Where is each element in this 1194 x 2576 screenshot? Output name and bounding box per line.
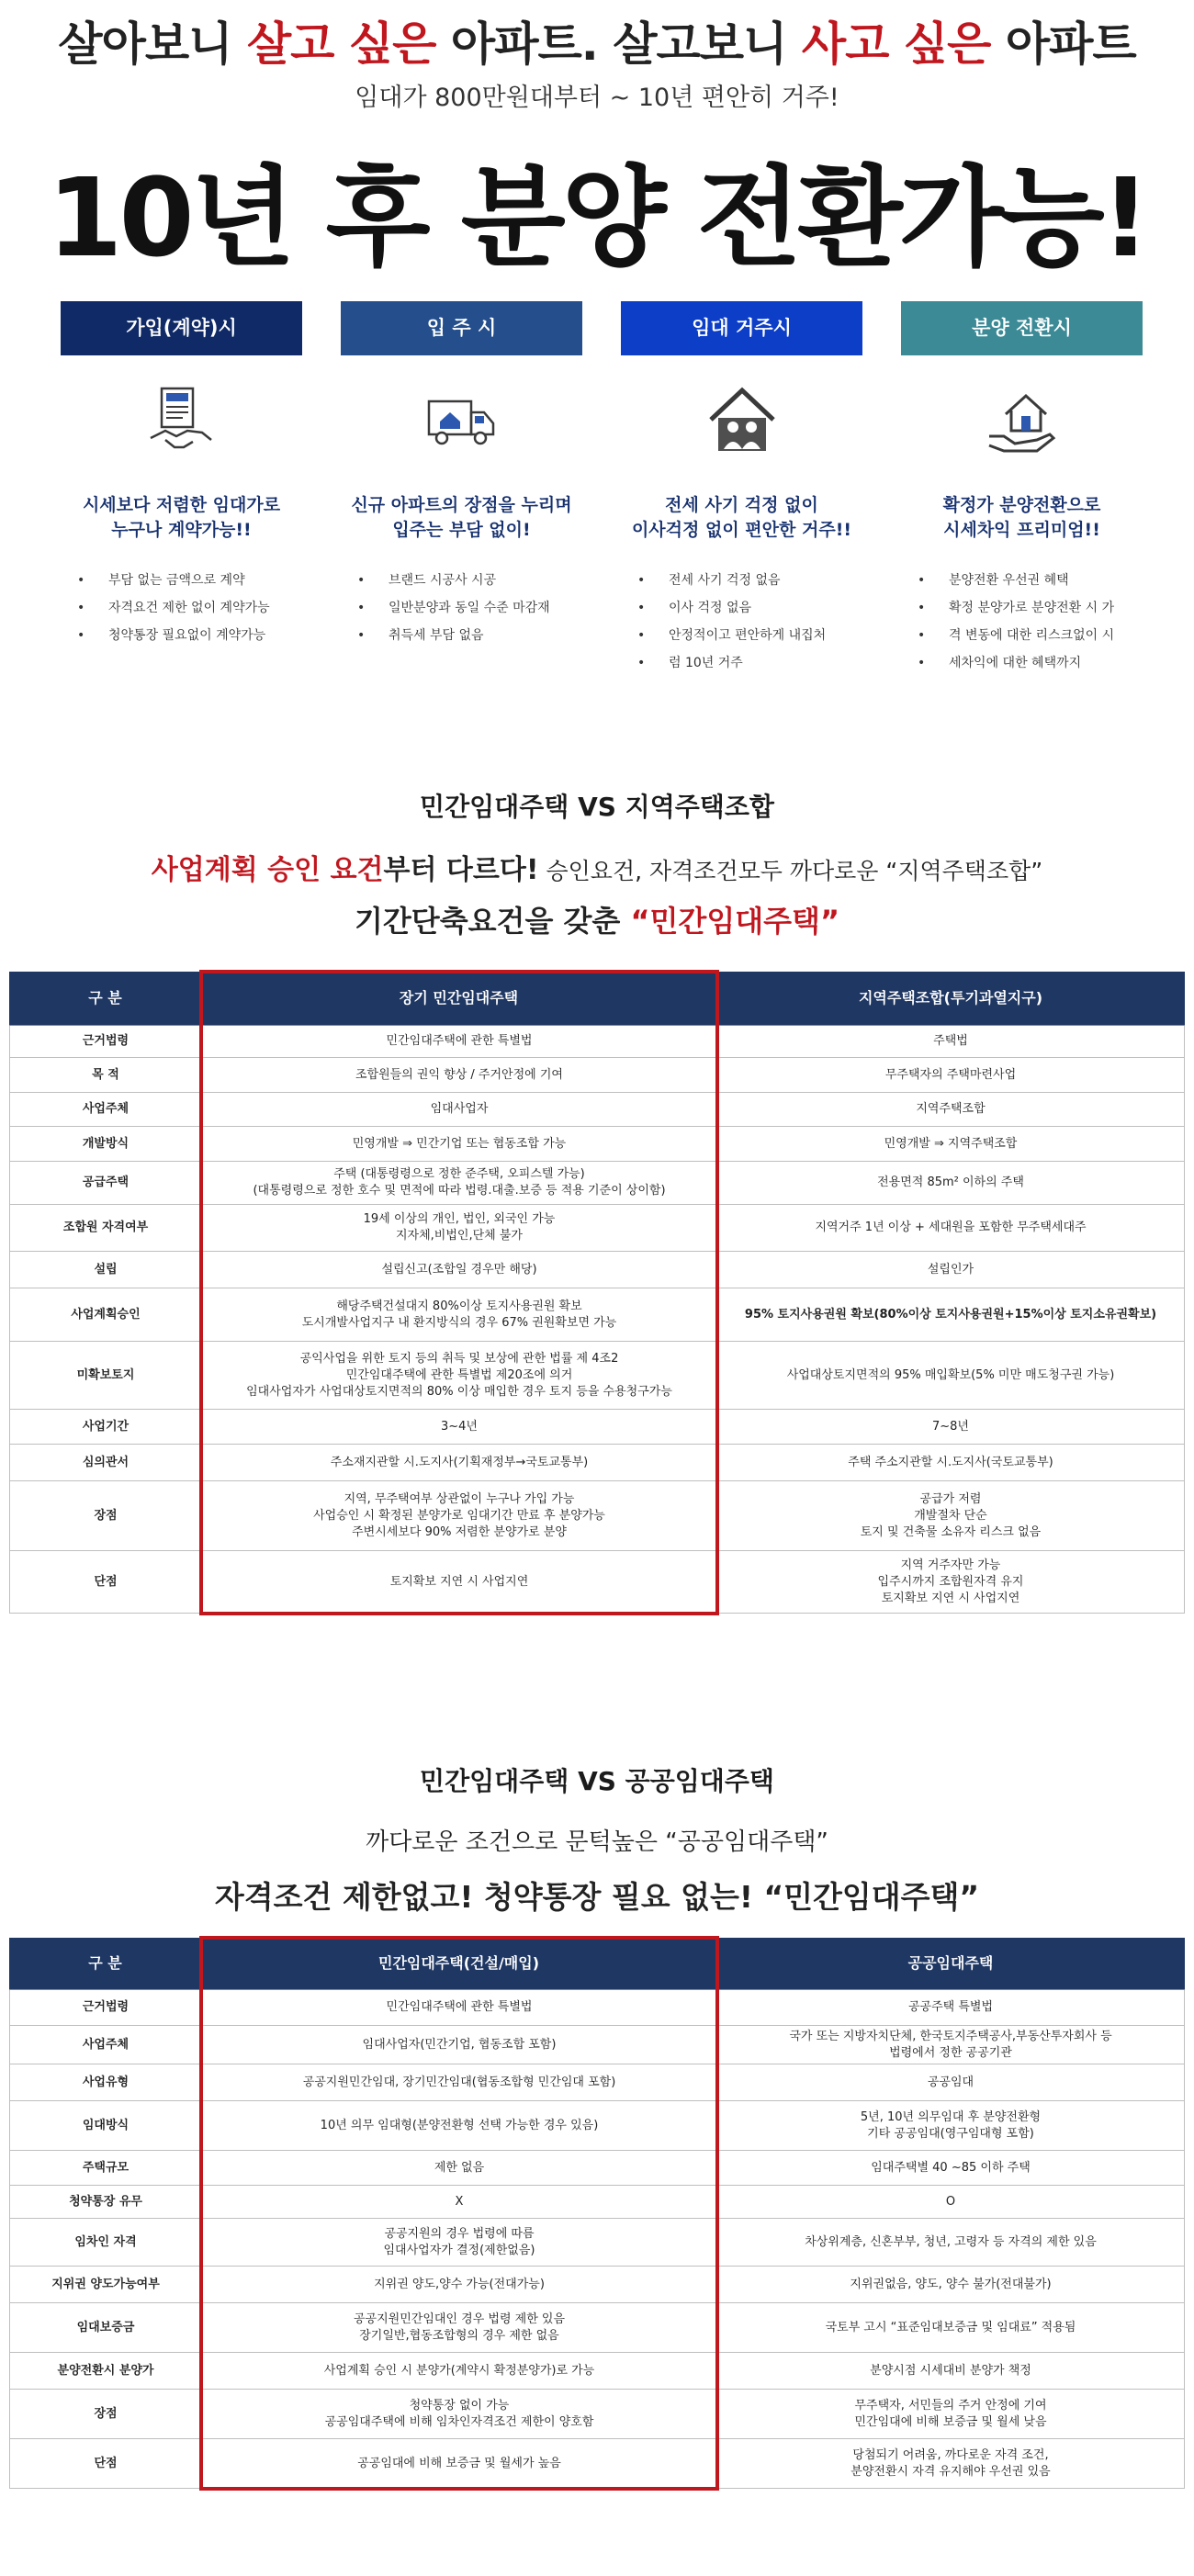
table-cell: 공공지원민간임대인 경우 법령 제한 있음 장기일반,협동조합형의 경우 제한 없음 (201, 2303, 716, 2352)
step-list (637, 567, 862, 677)
section1-title: 민간임대주택 VS 지역주택조합 (420, 792, 774, 822)
list-item: • 이사 걱정 없음 (637, 594, 862, 622)
table-cell: 공공지원민간임대, 장기민간임대(협동조합형 민간임대 포함) (201, 2064, 716, 2100)
hero-headline: 살아보니 살고 싶은 아파트. 살고보니 사고 싶은 아파트 (58, 17, 1136, 71)
hand-house-icon (984, 383, 1061, 460)
list-item: • 부담 없는 금액으로 계약 (77, 567, 302, 594)
header-cell: 구 분 (88, 989, 122, 1007)
table-cell: 국토부 고시 “표준임대보증금 및 임대료” 적용됨 (716, 2303, 1185, 2352)
table-row (9, 2151, 1185, 2186)
table-cell: 지위권없음, 양도, 양수 불가(전대불가) (716, 2267, 1185, 2302)
list-item: • 전세 사기 걱정 없음 (637, 567, 862, 594)
row-label: 임차인 자격 (9, 2219, 201, 2266)
table-cell: 주택 (대통령령으로 정한 준주택, 오피스텔 가능) (대통령령으로 정한 호수 및 면적에 따라 법령.대출.보증 등 적용 기준이 상이함) (201, 1162, 716, 1204)
table-row (9, 1481, 1185, 1551)
table-row (9, 1445, 1185, 1481)
section2-title: 민간임대주택 VS 공공임대주택 (420, 1766, 774, 1796)
table-cell: 10년 의무 임대형(분양전환형 선택 가능한 경우 있음) (201, 2101, 716, 2150)
table-cell: 임대사업자(민간기업, 협동조합 포함) (201, 2026, 716, 2064)
step-title: 신규 아파트의 장점을 누리며 입주는 부담 없이! (351, 495, 572, 540)
row-label: 근거법령 (9, 1990, 201, 2025)
table-cell: 민간임대주택에 관한 특별법 (201, 1990, 716, 2025)
list-item: • 일반분양과 동일 수준 마감재 (357, 594, 582, 622)
section1-line2: 기간단축요건을 갖춘 “민간임대주택” (354, 904, 840, 939)
table-row (9, 1252, 1185, 1288)
header-cell: 공공임대주택 (907, 1954, 994, 1972)
row-label: 사업유형 (9, 2064, 201, 2100)
table-cell: 임대주택별 40 ~85 이하 주택 (716, 2151, 1185, 2185)
table-row (9, 1093, 1185, 1127)
list-item: • 확정 분양가로 분양전환 시 가 (918, 594, 1143, 622)
row-label: 미확보토지 (9, 1342, 201, 1409)
table-row (9, 2186, 1185, 2219)
header-cell: 장기 민간임대주택 (399, 989, 519, 1007)
row-label: 사업주체 (9, 1093, 201, 1126)
table-cell: 전용면적 85m² 이하의 주택 (716, 1162, 1185, 1204)
row-label: 공급주택 (9, 1162, 201, 1204)
step-living (621, 301, 862, 687)
table-row (9, 2026, 1185, 2064)
header-cell: 지역주택조합(투기과열지구) (858, 989, 1043, 1007)
step-head: 임대 거주시 (621, 301, 862, 355)
table-cell: 제한 없음 (201, 2151, 716, 2185)
section2-line2: 자격조건 제한없고! 청약통장 필요 없는! “민간임대주택” (214, 1879, 980, 1915)
row-label: 분양전환시 분양가 (9, 2353, 201, 2389)
table-row (9, 1551, 1185, 1614)
table-cell: 사업대상토지면적의 95% 매입확보(5% 미만 매도청구권 가능) (716, 1342, 1185, 1409)
table-cell: 지역주택조합 (716, 1093, 1185, 1126)
table-cell: 5년, 10년 의무임대 후 분양전환형 기타 공공임대(영구임대형 포함) (716, 2101, 1185, 2150)
table-cell: 3~4년 (201, 1410, 716, 1444)
row-label: 지위권 양도가능여부 (9, 2267, 201, 2302)
step-title: 전세 사기 걱정 없이 이사걱정 없이 편안한 거주!! (631, 495, 852, 540)
table-cell: 7~8년 (716, 1410, 1185, 1444)
step-head: 입 주 시 (341, 301, 582, 355)
table-row (9, 1025, 1185, 1058)
table-header (9, 1938, 1185, 1989)
table-cell: 당첨되기 어려움, 까다로운 자격 조건, 분양전환시 자격 유지해야 우선권 있음 (716, 2439, 1185, 2488)
table-cell: 주소재지관할 시.도지사(기획재정부→국토교통부) (201, 1445, 716, 1480)
table-cell: 95% 토지사용권원 확보(80%이상 토지사용권원+15%이상 토지소유권확보) (716, 1288, 1185, 1341)
table-cell: 해당주택건설대지 80%이상 토지사용권원 확보 도시개발사업지구 내 환지방식의 경우 67% 권원확보면 가능 (201, 1288, 716, 1341)
moving-truck-icon (423, 383, 501, 460)
table-cell: 국가 또는 지방자치단체, 한국토지주택공사,부동산투자회사 등 법령에서 정한 공공기관 (716, 2026, 1185, 2064)
table-cell: 지역거주 1년 이상 + 세대원을 포함한 무주택세대주 (716, 1205, 1185, 1251)
table-cell: X (201, 2186, 716, 2218)
step-contract (61, 301, 302, 687)
table-cell: 설립인가 (716, 1252, 1185, 1288)
table-cell: 공공지원의 경우 법령에 따름 임대사업자가 결정(제한없음) (201, 2219, 716, 2266)
steps (61, 301, 1190, 687)
table-row (9, 2064, 1185, 2101)
row-label: 임대보증금 (9, 2303, 201, 2352)
row-label: 단점 (9, 2439, 201, 2488)
table-row (9, 2303, 1185, 2353)
step-conversion (901, 301, 1143, 687)
row-label: 사업계획승인 (9, 1288, 201, 1341)
section1-line1: 사업계획 승인 요건부터 다르다! 승인요건, 자격조건모두 까다로운 “지역주택조합” (151, 854, 1043, 886)
table-cell: 공공임대에 비해 보증금 및 월세가 높음 (201, 2439, 716, 2488)
table-cell: 분양시점 시세대비 분양가 책정 (716, 2353, 1185, 2389)
table-row (9, 1989, 1185, 2026)
step-title: 확정가 분양전환으로 시세차익 프리미엄!! (942, 495, 1101, 540)
row-label: 장점 (9, 1481, 201, 1550)
table-cell: 주택 주소지관할 시.도지사(국토교통부) (716, 1445, 1185, 1480)
list-item: • 청약통장 필요없이 계약가능 (77, 622, 302, 649)
row-label: 사업기간 (9, 1410, 201, 1444)
table-cell: 공공임대 (716, 2064, 1185, 2100)
step-title: 시세보다 저렴한 임대가로 누구나 계약가능!! (82, 495, 281, 540)
table-cell: 임대사업자 (201, 1093, 716, 1126)
table-cell: 무주택자의 주택마련사업 (716, 1058, 1185, 1092)
table-cell: 19세 이상의 개인, 법인, 외국인 가능 지자체,비법인,단체 불가 (201, 1205, 716, 1251)
list-item: • 세차익에 대한 혜택까지 (918, 649, 1143, 677)
table-row (9, 2267, 1185, 2303)
table-cell: 조합원들의 권익 향상 / 주거안정에 기여 (201, 1058, 716, 1092)
table-cell: O (716, 2186, 1185, 2218)
table-row (9, 1162, 1185, 1205)
header-cell: 구 분 (88, 1954, 122, 1972)
header-cell: 민간임대주택(건설/매입) (377, 1954, 540, 1972)
row-label: 주택규모 (9, 2151, 201, 2185)
table-cell: 민영개발 ⇒ 민간기업 또는 협동조합 가능 (201, 1127, 716, 1161)
table-row (9, 1288, 1185, 1342)
step-head: 가입(계약)시 (61, 301, 302, 355)
hero-big-title: 10년 후 분양 전환가능! (47, 154, 1147, 281)
step-movein (341, 301, 582, 687)
row-label: 장점 (9, 2390, 201, 2438)
step-list (918, 567, 1143, 677)
list-item: • 격 변동에 대한 리스크없이 시 (918, 622, 1143, 649)
table-cell: 주택법 (716, 1026, 1185, 1057)
table-cell: 공공주택 특별법 (716, 1990, 1185, 2025)
family-house-icon (704, 383, 781, 460)
row-label: 청약통장 유무 (9, 2186, 201, 2218)
table-cell: 민간임대주택에 관한 특별법 (201, 1026, 716, 1057)
table-cell: 차상위계층, 신혼부부, 청년, 고령자 등 자격의 제한 있음 (716, 2219, 1185, 2266)
table-cell: 무주택자, 서민들의 주거 안정에 기여 민간임대에 비해 보증금 및 월세 낮음 (716, 2390, 1185, 2438)
table-row (9, 2439, 1185, 2489)
row-label: 설립 (9, 1252, 201, 1288)
hero-subline: 임대가 800만원대부터 ~ 10년 편안히 거주! (355, 84, 839, 112)
list-item: • 브랜드 시공사 시공 (357, 567, 582, 594)
table-cell: 공익사업을 위한 토지 등의 취득 및 보상에 관한 법률 제 4조2 민간임대주택에 관한 특별법 제20조에 의거 임대사업자가 사업대상토지면적의 80% 이상 매입한 경우 토지 등을 수용청구가능 (201, 1342, 716, 1409)
table-cell: 청약통장 없이 가능 공공임대주택에 비해 임차인자격조건 제한이 양호함 (201, 2390, 716, 2438)
table-row (9, 2353, 1185, 2390)
table-cell: 공급가 저렴 개발절차 단순 토지 및 건축물 소유자 리스크 없음 (716, 1481, 1185, 1550)
row-label: 임대방식 (9, 2101, 201, 2150)
list-item: • 럼 10년 거주 (637, 649, 862, 677)
comparison-table-1 (9, 972, 1185, 1605)
table-row (9, 1127, 1185, 1162)
row-label: 사업주체 (9, 2026, 201, 2064)
table-cell: 토지확보 지연 시 사업지연 (201, 1551, 716, 1613)
table-row (9, 1410, 1185, 1445)
row-label: 단점 (9, 1551, 201, 1613)
table-row (9, 1205, 1185, 1252)
table-row (9, 1342, 1185, 1410)
table-row (9, 1058, 1185, 1093)
list-item: • 분양전환 우선권 혜택 (918, 567, 1143, 594)
contract-handshake-icon (143, 383, 220, 460)
table-row (9, 2101, 1185, 2151)
list-item: • 자격요건 제한 없이 계약가능 (77, 594, 302, 622)
table-cell: 민영개발 ⇒ 지역주택조합 (716, 1127, 1185, 1161)
table-cell: 지위권 양도,양수 가능(전대가능) (201, 2267, 716, 2302)
table-cell: 지역, 무주택여부 상관없이 누구나 가입 가능 사업승인 시 확정된 분양가로 임대기간 만료 후 분양가능 주변시세보다 90% 저렴한 분양가로 분양 (201, 1481, 716, 1550)
list-item: • 취득세 부담 없음 (357, 622, 582, 649)
comparison-table-2 (9, 1938, 1185, 2571)
section2-line1: 까다로운 조건으로 문턱높은 “공공임대주택” (366, 1828, 828, 1856)
row-label: 목 적 (9, 1058, 201, 1092)
row-label: 개발방식 (9, 1127, 201, 1161)
row-label: 심의관서 (9, 1445, 201, 1480)
table-row (9, 2219, 1185, 2267)
row-label: 근거법령 (9, 1026, 201, 1057)
table-cell: 사업계획 승인 시 분양가(계약시 확정분양가)로 가능 (201, 2353, 716, 2389)
table-cell: 지역 거주자만 가능 입주시까지 조합원자격 유지 토지확보 지연 시 사업지연 (716, 1551, 1185, 1613)
step-list (357, 567, 582, 649)
row-label: 조합원 자격여부 (9, 1205, 201, 1251)
step-list (77, 567, 302, 649)
table-row (9, 2390, 1185, 2439)
list-item: • 안정적이고 편안하게 내집처 (637, 622, 862, 649)
table-header (9, 972, 1185, 1025)
table-cell: 설립신고(조합일 경우만 해당) (201, 1252, 716, 1288)
step-head: 분양 전환시 (901, 301, 1143, 355)
